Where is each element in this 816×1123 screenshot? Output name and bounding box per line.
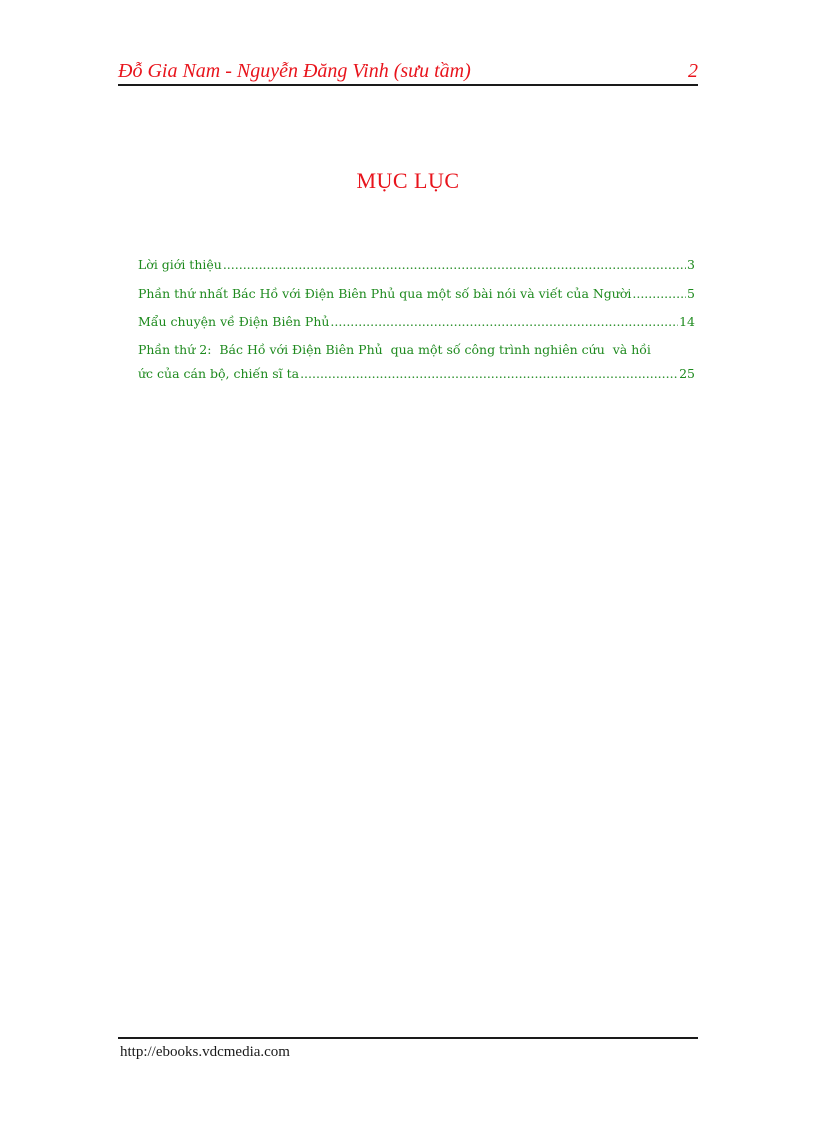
toc-leader-dots [632, 284, 686, 303]
toc-entry-page: 25 [679, 366, 695, 381]
header-author: Đỗ Gia Nam - Nguyễn Đăng Vinh (sưu tầm) [118, 60, 471, 82]
toc-entry-page: 14 [679, 314, 695, 329]
toc-title: MỤC LỤC [356, 168, 460, 193]
toc-entry-text: Phần thứ nhất Bác Hồ với Điện Biên Phủ qua một số bài nói và viết của Người [138, 286, 632, 301]
toc-leader-dots [300, 364, 678, 383]
toc-entry-stories[interactable] [138, 312, 695, 331]
toc-entry-page: 3 [687, 257, 695, 272]
toc-leader-dots [223, 255, 686, 274]
toc-entry-text: Lời giới thiệu [138, 257, 222, 272]
toc-entry-text-line2: ức của cán bộ, chiến sĩ ta [138, 366, 300, 381]
toc-entry-part-two[interactable] [138, 340, 695, 383]
footer-url-link[interactable]: http://ebooks.vdcmedia.com [120, 1044, 290, 1060]
footer-rule [118, 1037, 698, 1039]
toc-entry-text-line1: Phần thứ 2: Bác Hồ với Điện Biên Phủ qua một số công trình nghiên cứu và hồi [138, 342, 651, 357]
toc-entry-text: Mẩu chuyện về Điện Biên Phủ [138, 314, 330, 329]
header-page-number: 2 [688, 60, 698, 82]
table-of-contents [138, 255, 695, 383]
toc-entry-part-one[interactable] [138, 284, 695, 303]
toc-leader-dots [330, 312, 678, 331]
page-header [118, 60, 698, 86]
toc-entry-introduction[interactable] [138, 255, 695, 274]
toc-entry-page: 5 [687, 286, 695, 301]
